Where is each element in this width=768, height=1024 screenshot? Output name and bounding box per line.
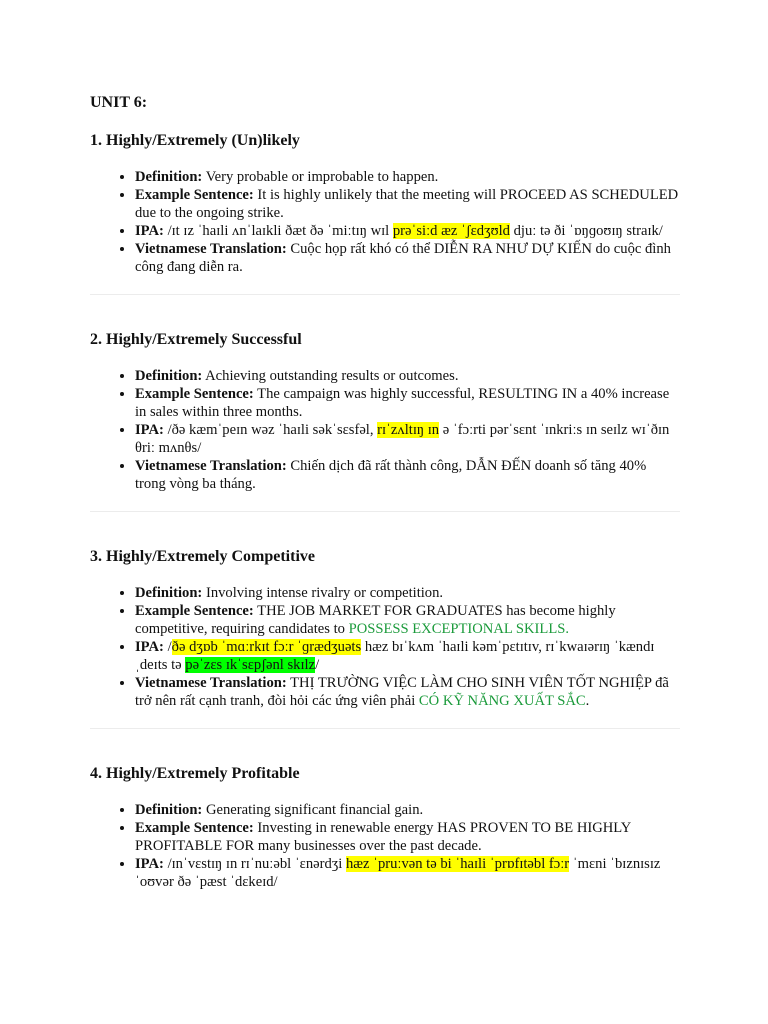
definition-item (135, 168, 680, 186)
section-divider (90, 728, 680, 729)
vietnamese-item (135, 457, 680, 493)
definition-label: Definition: (135, 169, 203, 185)
example-item (135, 602, 680, 638)
ipa-highlight-green: pəˈzɛs ɪkˈsɛpʃənl skɪlz (185, 657, 316, 673)
section-divider (90, 294, 680, 295)
ipa-text: /ɪnˈvɛstɪŋ ɪn rɪˈnuːəbl ˈɛnərdʒi (167, 856, 346, 872)
section-title-4: 4. Highly/Extremely Profitable (90, 765, 300, 782)
definition-label: Definition: (135, 585, 203, 601)
definition-text: Generating significant financial gain. (205, 802, 424, 818)
definition-text: Very probable or improbable to happen. (205, 169, 439, 185)
vietnamese-text: THỊ TRƯỜNG VIỆC LÀM CHO SINH VIÊN TỐT NGHIỆP đã trở nên rất cạnh tranh, đòi hỏi các ứng viên phải (135, 675, 669, 709)
definition-label: Definition: (135, 802, 203, 818)
vietnamese-text: Cuộc họp rất khó có thể DIỄN RA NHƯ DỰ KIẾN do cuộc đình công đang diễn ra. (135, 241, 671, 275)
example-text: It is highly unlikely that the meeting will PROCEED AS SCHEDULED due to the ongoing strike. (135, 187, 679, 221)
ipa-label: IPA: (135, 856, 164, 872)
vietnamese-item (135, 674, 680, 710)
example-label: Example Sentence: (135, 386, 254, 402)
example-item (135, 819, 680, 855)
document-page (90, 92, 680, 891)
vietnamese-text-end: . (585, 693, 590, 709)
ipa-highlight: hæz ˈpruːvən tə bi ˈhaɪli ˈprɒfɪtəbl fɔːr (345, 856, 570, 872)
vietnamese-label: Vietnamese Translation: (135, 458, 287, 474)
section-divider (90, 511, 680, 512)
ipa-text-end: ə ˈfɔːrti pərˈsɛnt ˈɪnkriːs ɪn seɪlz wɪˈðɪn θriː mʌnθs/ (135, 422, 670, 456)
ipa-text-start: / (167, 639, 172, 655)
section-title-1: 1. Highly/Extremely (Un)likely (90, 132, 300, 149)
ipa-item (135, 638, 680, 674)
ipa-item (135, 421, 680, 457)
ipa-item (135, 855, 680, 891)
vietnamese-item (135, 240, 680, 276)
ipa-highlight: prəˈsiːd æz ˈʃɛdʒʊld (392, 223, 510, 239)
ipa-text: hæz bɪˈkʌm ˈhaɪli kəmˈpɛtɪtɪv, rɪˈkwaɪərɪŋ ˈkændɪˌdeɪts tə (135, 639, 655, 673)
example-item (135, 385, 680, 421)
ipa-label: IPA: (135, 223, 164, 239)
example-item (135, 186, 680, 222)
example-green-text: POSSESS EXCEPTIONAL SKILLS. (348, 621, 570, 637)
ipa-label: IPA: (135, 422, 164, 438)
definition-label: Definition: (135, 368, 203, 384)
ipa-label: IPA: (135, 639, 164, 655)
ipa-text-end: / (315, 657, 320, 673)
definition-item (135, 584, 680, 602)
vietnamese-green-text: CÓ KỸ NĂNG XUẤT SẮC (418, 693, 586, 709)
section-3-list (90, 584, 680, 710)
ipa-highlight-yellow: ðə dʒɒb ˈmɑːrkɪt fɔːr ˈɡrædʒuəts (171, 639, 362, 655)
example-label: Example Sentence: (135, 820, 254, 836)
ipa-highlight: rɪˈzʌltɪŋ ɪn (377, 422, 440, 438)
example-text: THE JOB MARKET FOR GRADUATES has become highly competitive, requiring candidates to (135, 603, 616, 637)
example-text: The campaign was highly successful, RESULTING IN a 40% increase in sales within three months. (135, 386, 670, 420)
ipa-text: /ðə kæmˈpeɪn wəz ˈhaɪli səkˈsɛsfəl, (167, 422, 378, 438)
ipa-text-end: ˈmɛni ˈbɪznɪsɪz ˈoʊvər ðə ˈpæst ˈdɛkeɪd/ (135, 856, 661, 890)
section-title-2: 2. Highly/Extremely Successful (90, 331, 302, 348)
vietnamese-text: Chiến dịch đã rất thành công, DẪN ĐẾN doanh số tăng 40% trong vòng ba tháng. (135, 458, 647, 492)
example-label: Example Sentence: (135, 603, 254, 619)
definition-text: Involving intense rivalry or competition. (205, 585, 444, 601)
unit-title: UNIT 6: (90, 94, 148, 111)
section-4-list (90, 801, 680, 891)
example-text: Investing in renewable energy HAS PROVEN TO BE HIGHLY PROFITABLE FOR many businesses over the past decade. (135, 820, 631, 854)
section-1-list (90, 168, 680, 276)
definition-text: Achieving outstanding results or outcomes. (205, 368, 459, 384)
vietnamese-label: Vietnamese Translation: (135, 675, 287, 691)
ipa-text-end: djuː tə ði ˈɒŋɡoʊɪŋ straɪk/ (509, 223, 663, 239)
vietnamese-label: Vietnamese Translation: (135, 241, 287, 257)
ipa-item (135, 222, 680, 240)
example-label: Example Sentence: (135, 187, 254, 203)
ipa-text: /ɪt ɪz ˈhaɪli ʌnˈlaɪkli ðæt ðə ˈmiːtɪŋ wɪl (167, 223, 393, 239)
definition-item (135, 801, 680, 819)
section-2-list (90, 367, 680, 493)
definition-item (135, 367, 680, 385)
section-title-3: 3. Highly/Extremely Competitive (90, 548, 315, 565)
